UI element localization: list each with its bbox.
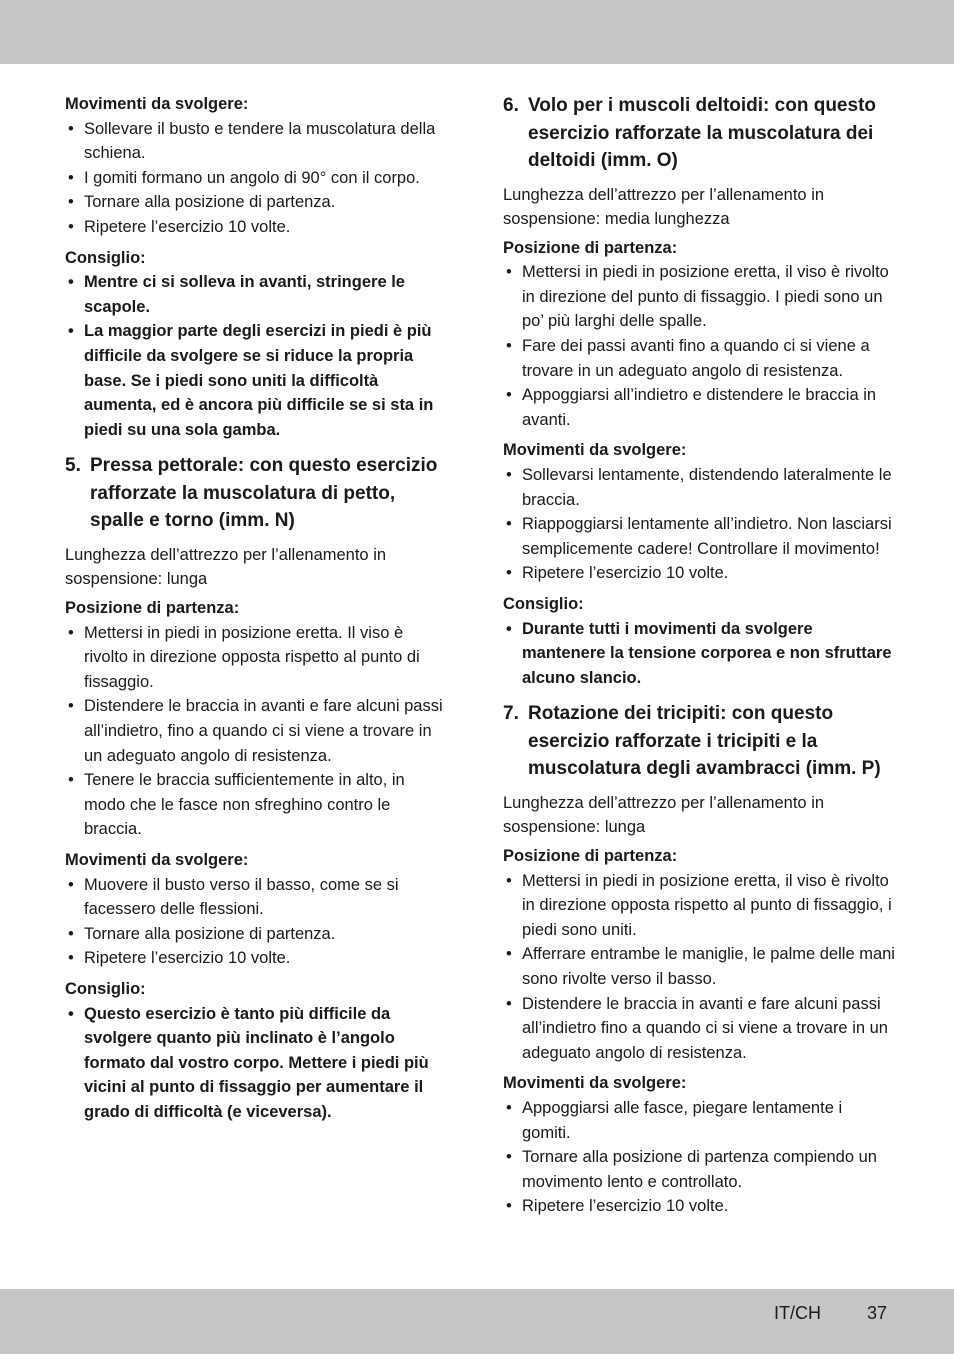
list-item: • Tornare alla posizione di partenza. xyxy=(65,190,450,215)
list-item: • Muovere il busto verso il basso, come se si facessero delle flessioni. xyxy=(65,873,450,922)
list-item: • Fare dei passi avanti fino a quando ci si viene a trovare in un adeguato angolo di resistenza. xyxy=(503,334,895,383)
intro-moves-list xyxy=(65,117,450,240)
list-item: • Questo esercizio è tanto più difficile da svolgere quanto più inclinato è l’angolo formato dal vostro corpo. Mettere i piedi più vicini al punto di fissaggio per aumentare il grado di difficoltà (e viceversa). xyxy=(65,1002,450,1125)
list-item: • Durante tutti i movimenti da svolgere mantenere la tensione corporea e non sfruttare alcuno slancio. xyxy=(503,617,895,691)
section-title: Volo per i muscoli deltoidi: con questo esercizio rafforzate la muscolatura dei deltoidi (imm. O) xyxy=(528,95,877,171)
list-item: • Mettersi in piedi in posizione eretta, il viso è rivolto in direzione opposta rispetto al punto di fissaggio, i piedi sono uniti. xyxy=(503,869,895,943)
section-title: Rotazione dei tricipiti: con questo esercizio rafforzate i tricipiti e la muscolatura degli avambracci (imm. P) xyxy=(528,703,881,780)
section-number: 7. xyxy=(503,703,519,725)
list-item: • Riappoggiarsi lentamente all’indietro. Non lasciarsi semplicemente cadere! Controllare il movimento! xyxy=(503,512,895,561)
right-column xyxy=(503,92,895,1225)
list-item: • Tenere le braccia sufficientemente in alto, in modo che le fasce non sfreghino contro le braccia. xyxy=(65,768,450,842)
footer-language: IT/CH xyxy=(774,1303,821,1323)
tip-heading: Consiglio: xyxy=(503,595,584,613)
equipment-length: Lunghezza dell’attrezzo per l’allenamento in sospensione: lunga xyxy=(65,545,387,589)
moves-list xyxy=(503,1096,895,1219)
section-number: 5. xyxy=(65,455,81,477)
list-item: • Appoggiarsi all’indietro e distendere le braccia in avanti. xyxy=(503,383,895,432)
moves-heading: Movimenti da svolgere: xyxy=(503,441,687,460)
list-item: • Ripetere l’esercizio 10 volte. xyxy=(65,215,450,240)
equipment-length: Lunghezza dell’attrezzo per l’allenamento in sospensione: lunga xyxy=(503,793,825,837)
list-item: • Ripetere l’esercizio 10 volte. xyxy=(503,1194,895,1219)
start-position-heading: Posizione di partenza: xyxy=(503,238,678,257)
list-item: • Tornare alla posizione di partenza. xyxy=(65,922,450,947)
start-position-list xyxy=(503,869,895,1066)
list-item: • Tornare alla posizione di partenza compiendo un movimento lento e controllato. xyxy=(503,1145,895,1194)
tip-list xyxy=(65,270,450,442)
moves-list xyxy=(65,873,450,971)
list-item: • La maggior parte degli esercizi in piedi è più difficile da svolgere se si riduce la propria base. Se i piedi sono uniti la difficoltà aumenta, ed è ancora più difficile se si sta in piedi su una sola gamba. xyxy=(65,319,450,442)
tip-list xyxy=(65,1002,450,1125)
section-number: 6. xyxy=(503,95,519,116)
section-6-heading xyxy=(503,92,895,175)
list-item: • Sollevarsi lentamente, distendendo lateralmente le braccia. xyxy=(503,463,895,512)
equipment-length: Lunghezza dell’attrezzo per l’allenamento in sospensione: media lunghezza xyxy=(503,185,825,229)
list-item: • Ripetere l’esercizio 10 volte. xyxy=(65,946,450,971)
intro-moves-heading: Movimenti da svolgere: xyxy=(65,95,249,113)
left-column xyxy=(65,92,450,1130)
start-position-list xyxy=(503,260,895,432)
list-item: • Mettersi in piedi in posizione eretta. Il viso è rivolto in direzione opposta rispetto al punto di fissaggio. xyxy=(65,621,450,695)
section-7-heading xyxy=(503,700,895,783)
list-item: • Mentre ci si solleva in avanti, stringere le scapole. xyxy=(65,270,450,319)
list-item: • Afferrare entrambe le maniglie, le palme delle mani sono rivolte verso il basso. xyxy=(503,942,895,991)
tip-heading: Consiglio: xyxy=(65,248,146,267)
list-item: • I gomiti formano un angolo di 90° con il corpo. xyxy=(65,166,450,191)
list-item: • Appoggiarsi alle fasce, piegare lentamente i gomiti. xyxy=(503,1096,895,1145)
list-item: • Ripetere l’esercizio 10 volte. xyxy=(503,561,895,586)
start-position-heading: Posizione di partenza: xyxy=(503,847,678,866)
section-title: Pressa pettorale: con questo esercizio rafforzate la muscolatura di petto, spalle e torno (imm. N) xyxy=(90,455,438,532)
moves-heading: Movimenti da svolgere: xyxy=(65,850,249,869)
start-position-heading: Posizione di partenza: xyxy=(65,599,240,617)
section-5-heading xyxy=(65,452,450,535)
page-number: 37 xyxy=(867,1303,888,1323)
start-position-list xyxy=(65,621,450,842)
header-bar xyxy=(0,0,954,64)
moves-heading: Movimenti da svolgere: xyxy=(503,1074,687,1093)
list-item: • Distendere le braccia in avanti e fare alcuni passi all’indietro fino a quando ci si viene a trovare in un adeguato angolo di resistenza. xyxy=(503,992,895,1066)
tip-heading: Consiglio: xyxy=(65,979,146,998)
tip-list xyxy=(503,617,895,691)
moves-list xyxy=(503,463,895,586)
list-item: • Sollevare il busto e tendere la muscolatura della schiena. xyxy=(65,117,450,166)
list-item: • Distendere le braccia in avanti e fare alcuni passi all’indietro, fino a quando ci si viene a trovare in un adeguato angolo di resistenza. xyxy=(65,694,450,768)
list-item: • Mettersi in piedi in posizione eretta, il viso è rivolto in direzione del punto di fissaggio. I piedi sono un po’ più larghi delle spalle. xyxy=(503,260,895,334)
